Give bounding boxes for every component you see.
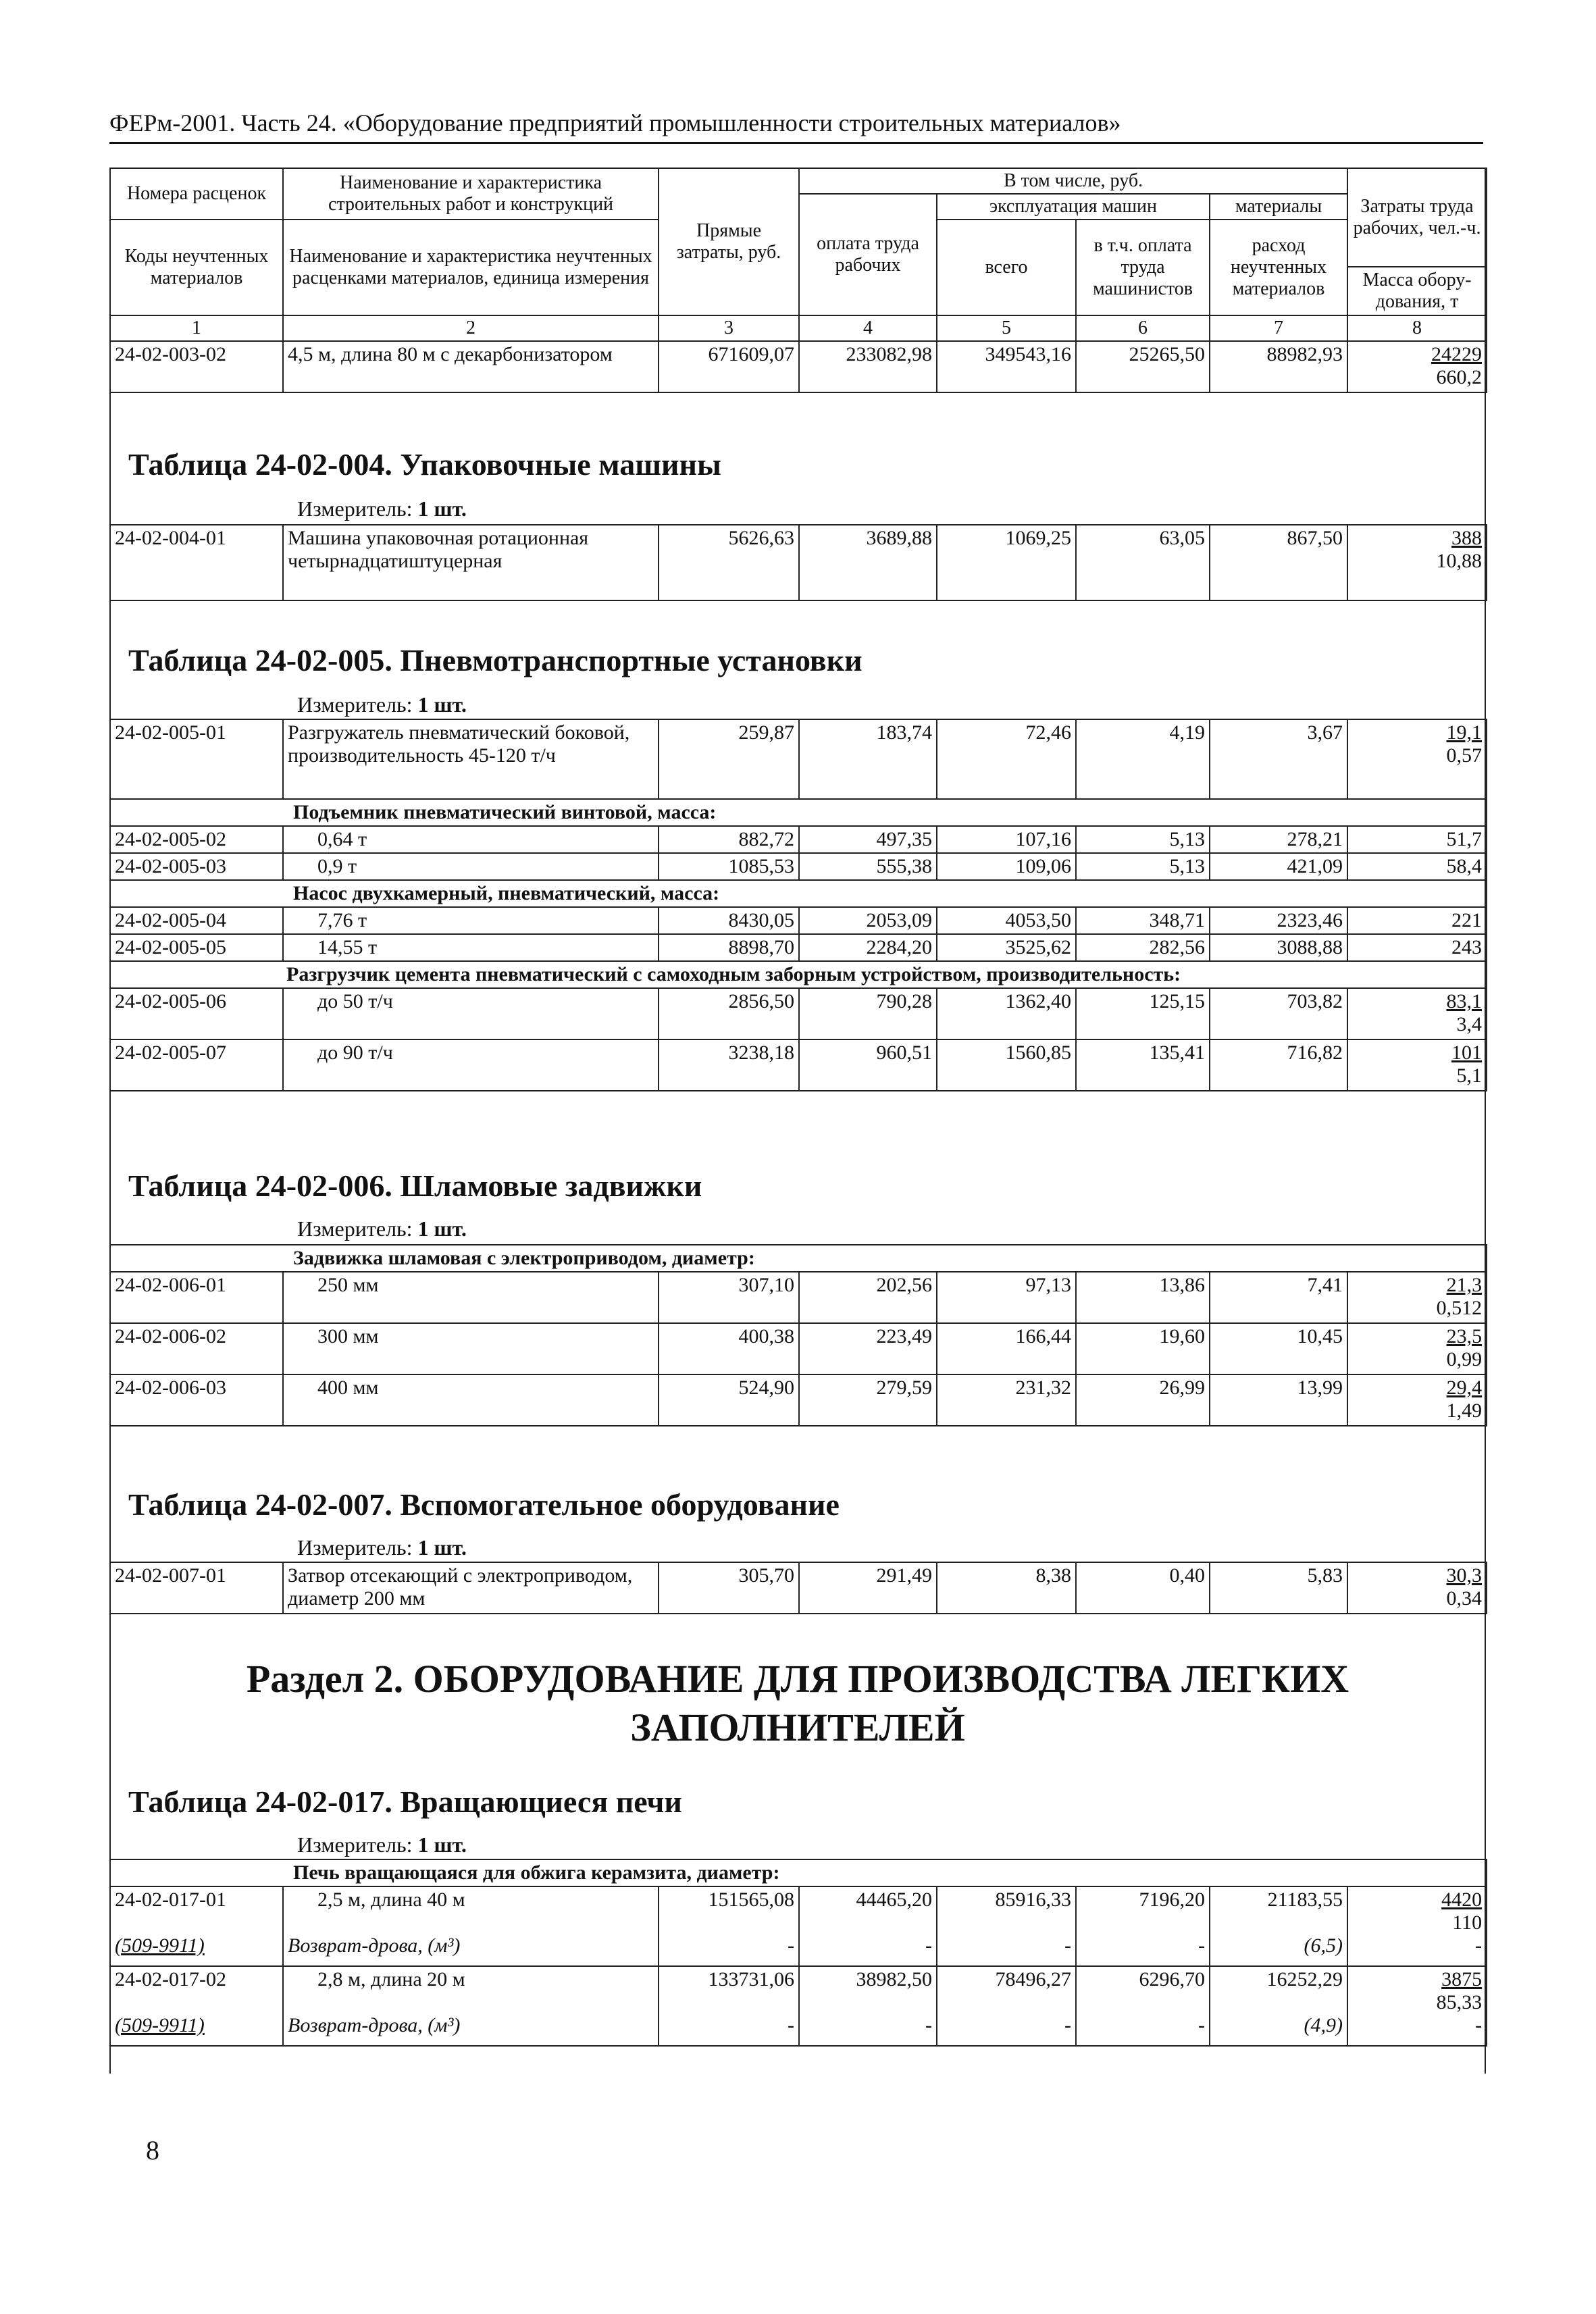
col-num-8: 8 <box>1347 315 1487 341</box>
col-direct-costs: Прямые затраты, руб. <box>659 168 799 315</box>
col-pay: оплата труда рабочих <box>799 194 937 315</box>
group-heading: Насос двухкамерный, пневматический, масса: <box>110 880 1487 907</box>
table-006 <box>109 1244 1487 1426</box>
col-labor: Затраты труда рабочих, чел.-ч. <box>1347 168 1487 267</box>
table-017 <box>109 1859 1487 2047</box>
table-title-006: Таблица 24-02-006. Шламовые задвижки <box>128 1168 702 1203</box>
table-row: 24-02-005-06 до 50 т/ч 2856,50 790,28 1362,40 125,15 703,82 83,1 3,4 <box>110 988 1487 1039</box>
table-title-004: Таблица 24-02-004. Упаковочные машины <box>128 447 721 482</box>
col-num-3: 3 <box>659 315 799 341</box>
col-material-use: расход неучтенных материалов <box>1210 220 1347 315</box>
table-007 <box>109 1562 1487 1614</box>
group-heading: Печь вращающаяся для обжига керамзита, диаметр: <box>110 1859 1487 1886</box>
measure-004: Измеритель: 1 шт. <box>297 496 467 521</box>
group-heading: Подъемник пневматический винтовой, масса: <box>110 799 1487 826</box>
col-num-2: 2 <box>283 315 659 341</box>
table-row: 24-02-005-01 Разгружатель пневматический боковой, производительность 45-120 т/ч 259,87 183,74 72,46 4,19 3,67 19,1 0,57 <box>110 719 1487 799</box>
col-driver-pay: в т.ч. оплата труда машинистов <box>1076 220 1210 315</box>
table-title-007: Таблица 24-02-007. Вспомогательное оборудование <box>128 1487 840 1522</box>
col-num-7: 7 <box>1210 315 1347 341</box>
table-row: 24-02-006-01 250 мм 307,10 202,56 97,13 13,86 7,41 21,3 0,512 <box>110 1272 1487 1323</box>
table-row: 24-02-005-02 0,64 т 882,72 497,35 107,16 5,13 278,21 51,7 <box>110 826 1487 853</box>
table-row: 24-02-006-02 300 мм 400,38 223,49 166,44 19,60 10,45 23,5 0,99 <box>110 1323 1487 1374</box>
col-codes: Коды неучтенных материалов <box>110 220 283 315</box>
table-title-017: Таблица 24-02-017. Вращающиеся печи <box>128 1784 682 1819</box>
measure-006: Измеритель: 1 шт. <box>297 1216 467 1241</box>
table-005 <box>109 719 1487 1091</box>
col-num-4: 4 <box>799 315 937 341</box>
col-num-1: 1 <box>110 315 283 341</box>
col-material-name: Наименование и характеристика неучтенных расценками материалов, единица измерения <box>283 220 659 315</box>
table-row: 24-02-003-02 4,5 м, длина 80 м с декарбонизатором 671609,07 233082,98 349543,16 25265,50 88982,93 24229 660,2 <box>110 341 1487 392</box>
group-heading: Задвижка шламовая с электроприводом, диаметр: <box>110 1245 1487 1272</box>
col-num-6: 6 <box>1076 315 1210 341</box>
group-heading: Разгрузчик цемента пневматический с самоходным заборным устройством, производительность: <box>110 961 1487 988</box>
table-row: 24-02-005-05 14,55 т 8898,70 2284,20 3525,62 282,56 3088,88 243 <box>110 934 1487 961</box>
col-work-name: Наименование и характеристика строительных работ и конструкций <box>283 168 659 220</box>
section-heading: Раздел 2. ОБОРУДОВАНИЕ ДЛЯ ПРОИЗВОДСТВА ЛЕГКИХ ЗАПОЛНИТЕЛЕЙ <box>246 1657 1349 1749</box>
page-number: 8 <box>146 2135 159 2165</box>
running-header: ФЕРм-2001. Часть 24. «Оборудование предприятий промышленности строительных материалов» <box>109 108 1483 144</box>
col-rate-number: Номера расценок <box>110 168 283 220</box>
table-row: 24-02-006-03 400 мм 524,90 279,59 231,32 26,99 13,99 29,4 1,49 <box>110 1374 1487 1426</box>
col-total: всего <box>937 220 1076 315</box>
measure-007: Измеритель: 1 шт. <box>297 1535 467 1560</box>
table-header <box>109 168 1487 393</box>
col-num-5: 5 <box>937 315 1076 341</box>
table-title-005: Таблица 24-02-005. Пневмотранспортные установки <box>128 643 863 677</box>
table-row: 24-02-005-04 7,76 т 8430,05 2053,09 4053,50 348,71 2323,46 221 <box>110 907 1487 934</box>
table-row: 24-02-017-02 (509-9911) 2,8 м, длина 20 м Возврат-дрова, (м³) 133731,06 - 38982,50 - 78496,27 - 6296,70 - 16252,29 (4,9) 3875 85,33 - <box>110 1966 1487 2046</box>
table-row: 24-02-005-07 до 90 т/ч 3238,18 960,51 1560,85 135,41 716,82 101 5,1 <box>110 1039 1487 1091</box>
table-004 <box>109 524 1487 601</box>
table-row: 24-02-007-01 Затвор отсекающий с электроприводом, диаметр 200 мм 305,70 291,49 8,38 0,40 5,83 30,3 0,34 <box>110 1562 1487 1614</box>
table-row: 24-02-017-01 (509-9911) 2,5 м, длина 40 м Возврат-дрова, (м³) 151565,08 - 44465,20 - 85916,33 - 7196,20 - 21183,55 (6,5) 4420 110 - <box>110 1886 1487 1966</box>
table-row: 24-02-004-01 Машина упаковочная ротационная четырнадцатиштуцерная 5626,63 3689,88 1069,25 63,05 867,50 388 10,88 <box>110 525 1487 600</box>
measure-005: Измеритель: 1 шт. <box>297 692 467 717</box>
col-mass: Масса обору-дования, т <box>1347 267 1487 315</box>
col-machines: эксплуатация машин <box>937 194 1210 220</box>
measure-017: Измеритель: 1 шт. <box>297 1832 467 1857</box>
table-row: 24-02-005-03 0,9 т 1085,53 555,38 109,06 5,13 421,09 58,4 <box>110 853 1487 880</box>
col-materials: материалы <box>1210 194 1347 220</box>
col-including: В том числе, руб. <box>799 168 1347 194</box>
